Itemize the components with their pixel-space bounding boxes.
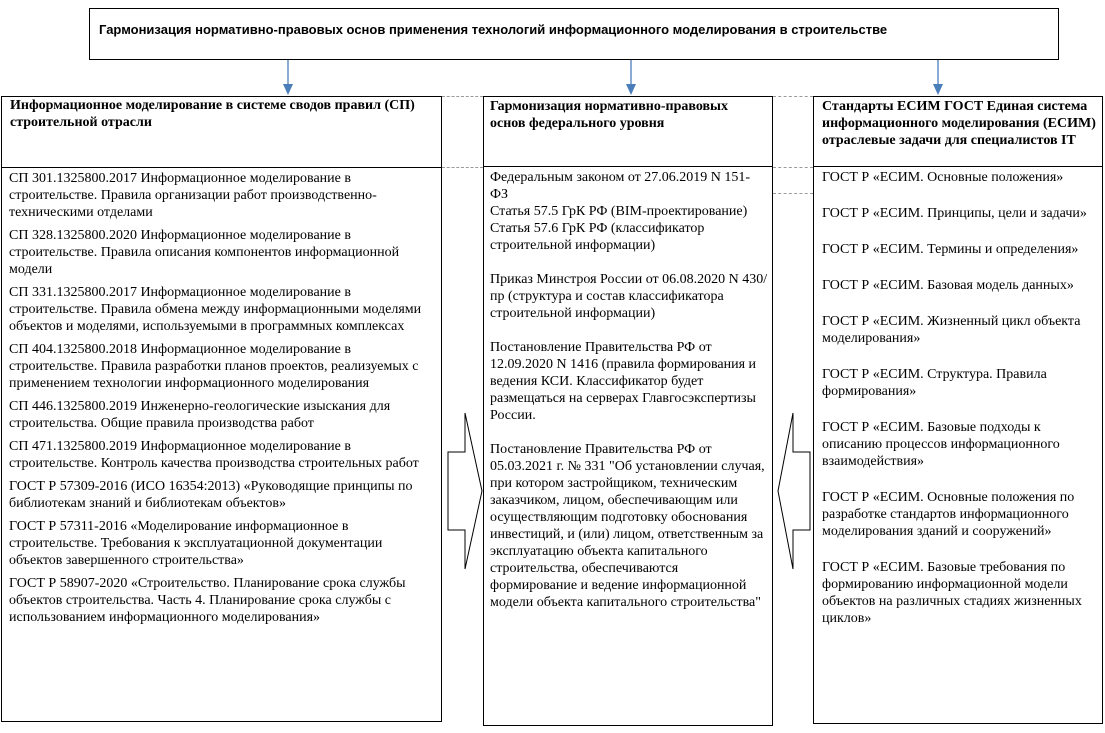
list-item: Постановление Правительства РФ от 12.09.2020 N 1416 (правила формирования и ведения КСИ. Классификатор будет размещаться на серверах Главгосэкспертизы России. — [490, 340, 757, 423]
list-item: ГОСТ Р «ЕСИМ. Основные положения» — [822, 170, 1064, 185]
list-item: СП 404.1325800.2018 Информационное моделирование в строительстве. Правила разработки планов проектов, реализуемых с применением технологии информационного моделирования — [9, 342, 419, 391]
list-item: СП 471.1325800.2019 Информационное моделирование в строительстве. Контроль качества производства строительных работ — [9, 439, 419, 471]
list-item: Постановление Правительства РФ от 05.03.2021 г. № 331 "Об установлении случая, при котором застройщиком, техническим заказчиком, лицом, обеспечивающим или осуществляющим подготовку обоснования инвестиций, и (или) лицом, ответственным за эксплуатацию объекта капитального строительства, обеспечиваются формирование и ведение информационной модели объекта капитального строительства" — [490, 442, 765, 610]
list-item: ГОСТ Р «ЕСИМ. Термины и определения» — [822, 242, 1079, 257]
down-arrow-icon — [283, 60, 293, 95]
column-heading: Гармонизация нормативно-правовых основ федерального уровня — [484, 97, 772, 167]
dashed-connector — [442, 167, 483, 168]
list-item: ГОСТ Р «ЕСИМ. Основные положения по разработке стандартов информационного моделирования зданий и сооружений» — [822, 490, 1075, 539]
down-arrow-icon — [626, 60, 636, 95]
list-item: Приказ Минстроя России от 06.08.2020 N 430/пр (структура и состав классификатора строительной информации) — [490, 272, 768, 321]
column-esim-standards — [813, 96, 1103, 724]
list-item: ГОСТ Р «ЕСИМ. Базовая модель данных» — [822, 278, 1074, 293]
list-item: ГОСТ Р «ЕСИМ. Принципы, цели и задачи» — [822, 206, 1087, 221]
list-item: ГОСТ Р 57309-2016 (ИСО 16354:2013) «Руководящие принципы по библиотекам знаний и библиотекам объектов» — [9, 479, 413, 511]
list-item: ГОСТ Р «ЕСИМ. Структура. Правила формирования» — [822, 367, 1047, 399]
list-item: СП 331.1325800.2017 Информационное моделирование в строительстве. Правила обмена между информационными моделями объектов и моделями, используемыми в программных комплексах — [9, 285, 422, 334]
column-heading: Стандарты ЕСИМ ГОСТ Единая система информационного моделирования (ЕСИМ) отраслевые задачи для специалистов IT — [814, 97, 1102, 167]
column-federal-level — [483, 96, 773, 726]
column-body — [814, 167, 1102, 723]
down-arrow-icon — [933, 60, 943, 95]
right-block-arrow-icon — [448, 413, 482, 569]
list-item: ГОСТ Р «ЕСИМ. Базовые требования по формированию информационной модели объектов на различных стадиях жизненных циклов» — [822, 560, 1082, 626]
list-item: СП 446.1325800.2019 Инженерно-геологические изыскания для строительства. Общие правила производства работ — [9, 399, 391, 431]
dashed-connector — [773, 193, 813, 194]
left-block-arrow-icon — [778, 413, 810, 569]
list-item: СП 301.1325800.2017 Информационное моделирование в строительстве. Правила организации работ производственно-техническими отделами — [9, 171, 377, 220]
diagram-title: Гармонизация нормативно-правовых основ применения технологий информационного моделирования в строительстве — [89, 8, 1059, 60]
column-sp-codes — [1, 96, 442, 722]
list-item: Федеральным законом от 27.06.2019 N 151-ФЗ — [490, 170, 751, 202]
list-item: ГОСТ Р «ЕСИМ. Базовые подходы к описанию процессов информационного взаимодействия» — [822, 420, 1060, 469]
list-item: ГОСТ Р 58907-2020 «Строительство. Планирование срока службы объектов строительства. Часть 4. Планирование срока службы с использованием информационного моделирования» — [9, 576, 406, 625]
list-item: ГОСТ Р «ЕСИМ. Жизненный цикл объекта моделирования» — [822, 314, 1081, 346]
column-body — [484, 167, 772, 725]
dashed-connector — [773, 167, 813, 168]
list-item: Статья 57.5 ГрК РФ (BIM-проектирование) — [490, 204, 748, 219]
column-heading: Информационное моделирование в системе сводов правил (СП) строительной отрасли — [2, 97, 441, 168]
list-item: ГОСТ Р 57311-2016 «Моделирование информационное в строительстве. Требования к эксплуатационной документации объектов завершенного строительства» — [9, 519, 383, 568]
dashed-connector — [773, 96, 813, 97]
list-item: Статья 57.6 ГрК РФ (классификатор строительной информации) — [490, 221, 705, 253]
list-item: СП 328.1325800.2020 Информационное моделирование в строительстве. Правила описания компонентов информационной модели — [9, 228, 400, 277]
column-body — [2, 168, 441, 721]
dashed-connector — [442, 96, 483, 97]
